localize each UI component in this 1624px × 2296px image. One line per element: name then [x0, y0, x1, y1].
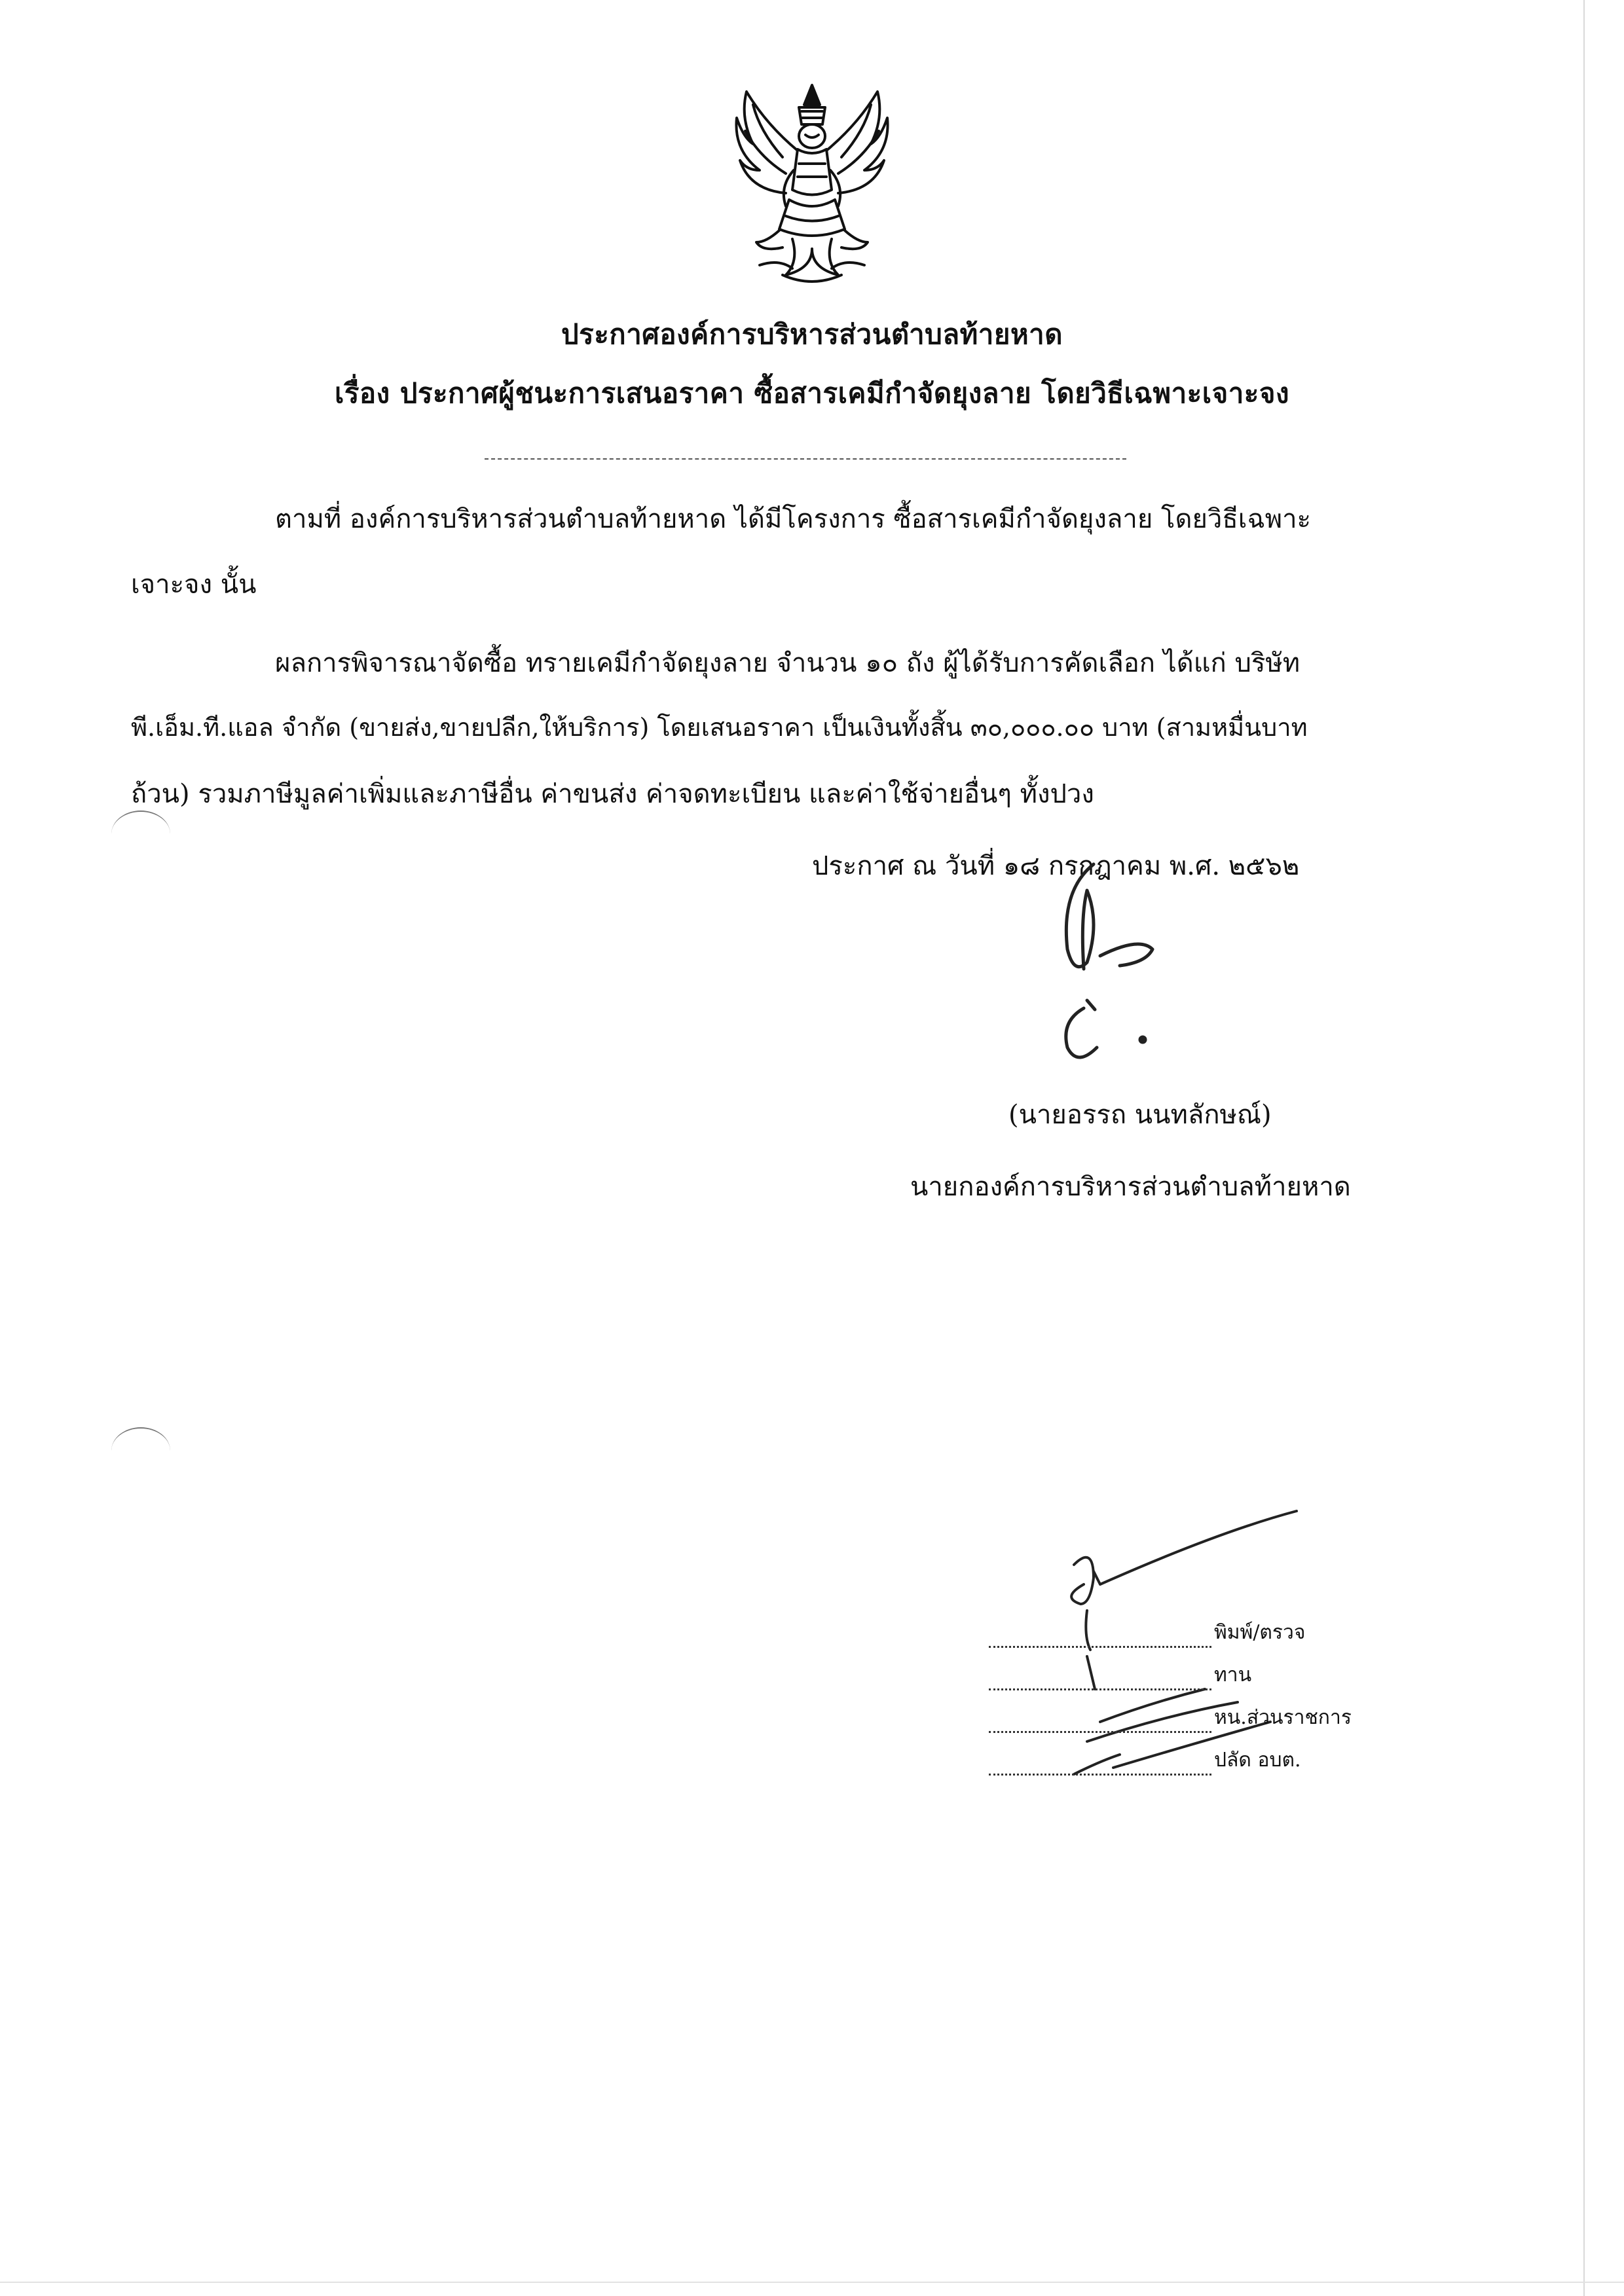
- punch-hole-upper: [111, 811, 170, 858]
- routing-label: ทาน: [1214, 1664, 1252, 1686]
- paragraph-1-line-1: ตามที่ องค์การบริหารส่วนตำบลท้ายหาด ได้มีโครงการ ซื้อสารเคมีกำจัดยุงลาย โดยวิธีเฉพาะ: [275, 504, 1312, 534]
- scan-edge-bottom: [0, 2282, 1624, 2283]
- paragraph-2-line-2: พี.เอ็ม.ที.แอล จำกัด (ขายส่ง,ขายปลีก,ให้บริการ) โดยเสนอราคา เป็นเงินทั้งสิ้น ๓๐,๐๐๐.๐๐ บาท (สามหมื่นบาท: [131, 713, 1308, 742]
- announcement-title: ประกาศองค์การบริหารส่วนตำบลท้ายหาด: [561, 318, 1063, 350]
- routing-row-chief-officer: [989, 1745, 1301, 1776]
- routing-row-review: [989, 1660, 1251, 1690]
- paragraph-2-line-1: ผลการพิจารณาจัดซื้อ ทรายเคมีกำจัดยุงลาย จำนวน ๑๐ ถัง ผู้ได้รับการคัดเลือก ได้แก่ บริษัท: [275, 648, 1301, 678]
- routing-dots: [989, 1673, 1211, 1690]
- routing-label: พิมพ์/ตรวจ: [1214, 1621, 1306, 1644]
- dashed-divider: [485, 458, 1126, 460]
- paragraph-1-line-2: เจาะจง นั้น: [131, 570, 257, 600]
- punch-hole-lower: [111, 1427, 170, 1474]
- routing-row-section-head: [989, 1702, 1352, 1733]
- routing-row-print-check: [989, 1617, 1305, 1648]
- paragraph-2-line-3: ถ้วน) รวมภาษีมูลค่าเพิ่มและภาษีอื่น ค่าขนส่ง ค่าจดทะเบียน และค่าใช้จ่ายอื่นๆ ทั้งปวง: [131, 779, 1094, 809]
- signature-mark: [1022, 851, 1192, 1100]
- garuda-emblem-icon: [720, 79, 904, 295]
- signer-position: นายกองค์การบริหารส่วนตำบลท้ายหาด: [910, 1172, 1351, 1202]
- routing-dots: [989, 1630, 1211, 1648]
- routing-dots: [989, 1715, 1211, 1733]
- routing-label: ปลัด อบต.: [1214, 1749, 1301, 1772]
- routing-label: หน.ส่วนราชการ: [1214, 1706, 1352, 1729]
- announcement-date: ประกาศ ณ วันที่ ๑๘ กรกฎาคม พ.ศ. ๒๕๖๒: [812, 851, 1300, 881]
- routing-dots: [989, 1758, 1211, 1776]
- signer-name: (นายอรรถ นนทลักษณ์): [1008, 1100, 1272, 1130]
- announcement-subject: เรื่อง ประกาศผู้ชนะการเสนอราคา ซื้อสารเคมีกำจัดยุงลาย โดยวิธีเฉพาะเจาะจง: [335, 377, 1289, 409]
